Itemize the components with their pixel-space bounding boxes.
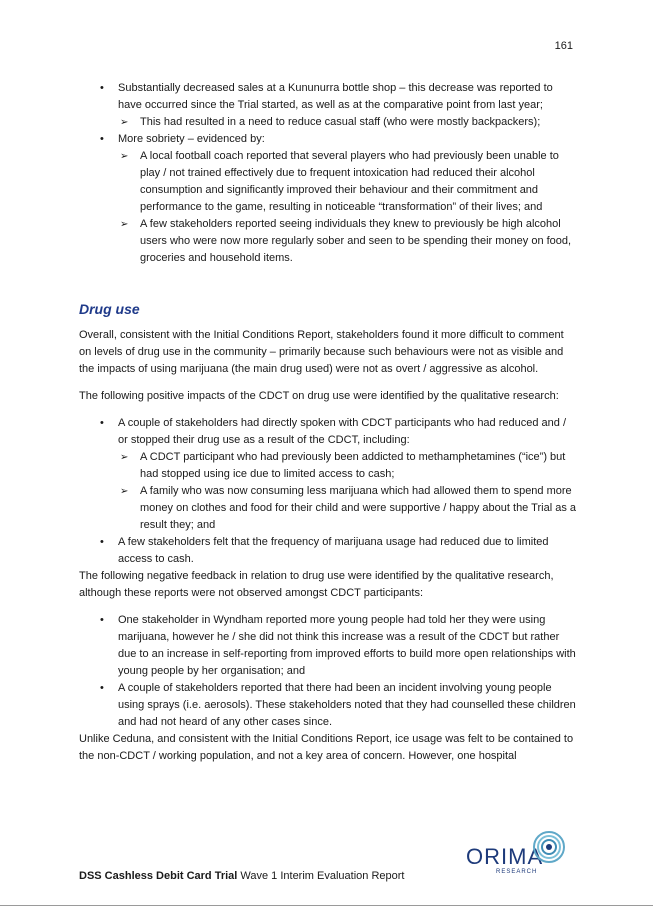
footer-title-rest: Wave 1 Interim Evaluation Report (237, 870, 405, 882)
drug-use-intro-paragraph: Overall, consistent with the Initial Conditions Report, stakeholders found it more difficult to comment on levels of drug use in the community – primarily because such behaviours were not as visible and the impacts of using marijuana (the main drug used) were not as overt / aggressive as alcohol. (79, 329, 564, 375)
section-heading-drug-use: Drug use (79, 301, 140, 317)
list-item (79, 131, 576, 267)
list-item (79, 80, 576, 131)
logo-wordmark: ORIMA (466, 844, 544, 869)
page-number: 161 (554, 40, 573, 52)
list-item-text: More sobriety – evidenced by: (118, 133, 265, 145)
closing-paragraph: Unlike Ceduna, and consistent with the Initial Conditions Report, ice usage was felt to be contained to the non-CDCT / working population, and not a key area of concern. However, one hospital (79, 733, 574, 762)
positive-impacts-list (79, 415, 576, 568)
list-item: • One stakeholder in Wyndham reported more young people had told her they were using marijuana, however he / she did not think this increase was a result of the CDCT but rather due to an increase in self-reporting from improved efforts to build more open relationships with young people by her organisation; and (79, 612, 576, 680)
footer-title (79, 870, 404, 882)
sub-list (118, 114, 576, 131)
list-item-text: A couple of stakeholders had directly spoken with CDCT participants who had reduced and / or stopped their drug use as a result of the CDCT, including: (118, 417, 566, 446)
positive-impacts-intro: The following positive impacts of the CDCT on drug use were identified by the qualitative research: (79, 390, 559, 402)
list-item: • A few stakeholders felt that the frequency of marijuana usage had reduced due to limited access to cash. (79, 534, 576, 568)
sub-list-item: ➢ This had resulted in a need to reduce casual staff (who were mostly backpackers); (118, 114, 576, 131)
footer-divider (0, 905, 653, 906)
sub-list-item: ➢ A local football coach reported that several players who had previously been unable to play / not trained effectively due to frequent intoxication had reduced their alcohol consumption and significantly improved their behaviour and their commitment and performance to the game, resulting in noticeable “transformation” of their lives; and (118, 148, 576, 216)
sub-list-item: ➢ A family who was now consuming less marijuana which had allowed them to spend more money on clothes and food for their child and were supportive / happy about the Trial as a result they; and (118, 483, 576, 534)
logo-subtitle: RESEARCH (496, 869, 538, 875)
list-item (79, 415, 576, 534)
sub-list (118, 148, 576, 267)
footer-title-bold: DSS Cashless Debit Card Trial (79, 870, 238, 882)
sub-list-item: ➢ A few stakeholders reported seeing individuals they knew to previously be high alcohol users who were now more regularly sober and seen to be spending their money on food, groceries and household items. (118, 216, 576, 267)
list-item: • A couple of stakeholders reported that there had been an incident involving young people using sprays (i.e. aerosols). These stakeholders noted that they had counselled these children and had not heard of any other cases since. (79, 680, 576, 731)
sub-list-item: ➢ A CDCT participant who had previously been addicted to methamphetamines (“ice”) but had stopped using ice due to limited access to cash; (118, 449, 576, 483)
list-item-text: Substantially decreased sales at a Kununurra bottle shop – this decrease was reported to have occurred since the Trial started, as well as at the comparative point from last year; (118, 82, 553, 111)
page-content (79, 80, 576, 765)
alcohol-impacts-list (79, 80, 576, 267)
negative-feedback-list (79, 612, 576, 731)
sub-list (118, 449, 576, 534)
logo-circles-icon (532, 830, 566, 864)
orima-research-logo (462, 830, 572, 880)
negative-feedback-intro: The following negative feedback in relation to drug use were identified by the qualitative research, although these reports were not observed amongst CDCT participants: (79, 570, 554, 599)
